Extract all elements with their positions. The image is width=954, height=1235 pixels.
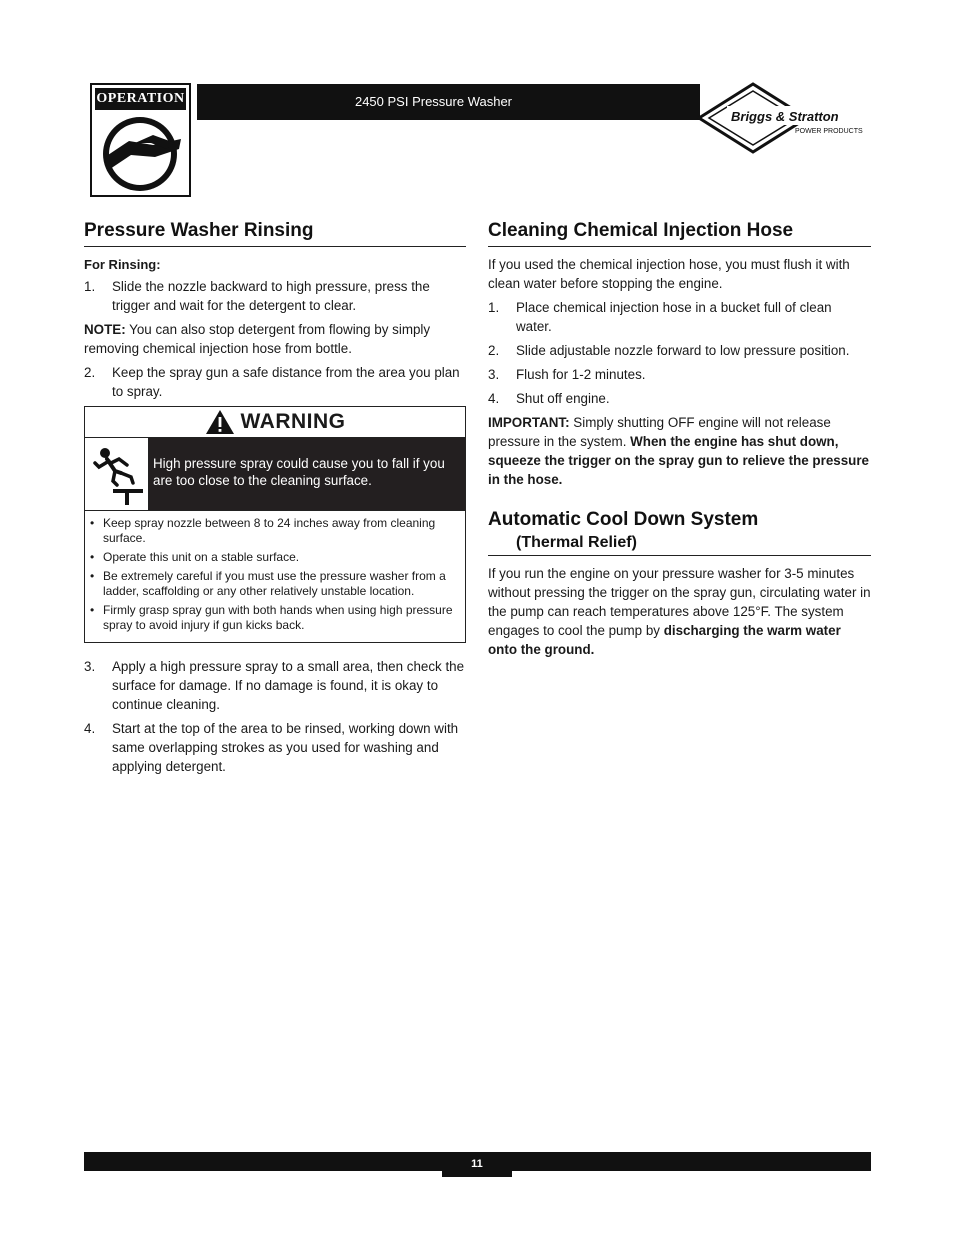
warning-header (85, 407, 465, 438)
cool-down-paragraph (488, 564, 871, 659)
cool-down-text: If you run the engine on your pressure washer for 3-5 minutes without pressing the trigger on the spray gun, circulating water in the pump can reach temperatures above 125°F. The system engages to cool the pump by (488, 566, 871, 638)
warning-bullet-list (85, 511, 465, 642)
chemical-hose-heading: Cleaning Chemical Injection Hose (488, 218, 871, 247)
cool-down-bold-text: discharging the warm water onto the ground. (488, 623, 841, 657)
cool-down-heading (488, 507, 871, 556)
step-text: Slide the nozzle backward to high pressure, press the trigger and wait for the detergent to clear. (112, 279, 430, 313)
note-text: You can also stop detergent from flowing by simply removing chemical injection hose from bottle. (84, 322, 431, 356)
warning-bullet: • Operate this unit on a stable surface. (90, 550, 300, 564)
step-text: Keep the spray gun a safe distance from the area you plan to spray. (112, 365, 460, 399)
warning-bullet: • Firmly grasp spray gun with both hands when using high pressure spray to avoid injury if gun kicks back. (90, 603, 453, 632)
step-text: Start at the top of the area to be rinsed, working down with same overlapping strokes as you used for washing and applying detergent. (112, 721, 459, 774)
rinsing-step-3 (84, 657, 466, 714)
left-column (84, 218, 466, 781)
cool-down-title: Automatic Cool Down System (488, 509, 759, 530)
for-rinsing-subheading: For Rinsing: (84, 257, 161, 272)
header-title: 2450 PSI Pressure Washer (354, 94, 513, 109)
header-title-bar (197, 84, 700, 120)
warning-message: High pressure spray could cause you to fall if you are too close to the cleaning surface. (149, 438, 465, 510)
hose-step-3: 3. Flush for 1-2 minutes. (488, 367, 646, 382)
warning-bullet: • Be extremely careful if you must use the pressure washer from a ladder, scaffolding or any other relatively unstable location. (90, 569, 446, 598)
warning-box (84, 406, 466, 643)
step-number: 1. (84, 279, 96, 294)
falling-person-icon (85, 438, 149, 510)
note-paragraph (84, 320, 466, 358)
rinsing-step-4 (84, 719, 466, 776)
rinsing-heading: Pressure Washer Rinsing (84, 218, 466, 247)
important-bold-text: When the engine has shut down, squeeze the trigger on the spray gun to relieve the pressure in the hose. (488, 434, 869, 487)
hose-step-1: 1. Place chemical injection hose in a bucket full of clean water. (488, 300, 832, 334)
hose-step-4: 4. Shut off engine. (488, 391, 610, 406)
cool-down-subtitle: (Thermal Relief) (516, 534, 637, 551)
right-column (488, 218, 871, 664)
page-number: 11 (442, 1152, 512, 1177)
brand-sub: POWER PRODUCTS (795, 128, 863, 135)
rinsing-step-2 (84, 363, 466, 401)
warning-triangle-icon (205, 409, 235, 435)
brand-name: Briggs & Stratton (731, 109, 839, 124)
step-number: 2. (84, 365, 96, 380)
important-paragraph (488, 413, 871, 489)
note-label: NOTE: (84, 322, 126, 337)
rinsing-step-1 (84, 277, 466, 315)
warning-bullet: • Keep spray nozzle between 8 to 24 inches away from cleaning surface. (90, 516, 436, 545)
warning-message-row (85, 438, 465, 511)
operation-logo (90, 83, 191, 197)
step-text: Apply a high pressure spray to a small area, then check the surface for damage. If no damage is found, it is okay to continue cleaning. (112, 659, 465, 712)
briggs-stratton-logo (697, 82, 872, 154)
warning-title: WARNING (240, 410, 346, 433)
important-text: Simply shutting OFF engine will not release pressure in the system. (488, 415, 831, 449)
hose-step-2: 2. Slide adjustable nozzle forward to low pressure position. (488, 343, 850, 358)
step-number: 3. (84, 659, 96, 674)
operation-label: OPERATION (95, 88, 186, 110)
step-number: 4. (84, 721, 96, 736)
important-label: IMPORTANT: (488, 415, 570, 430)
chemical-hose-intro: If you used the chemical injection hose, you must flush it with clean water before stopping the engine. (488, 257, 850, 291)
operation-hands-icon (95, 113, 186, 193)
